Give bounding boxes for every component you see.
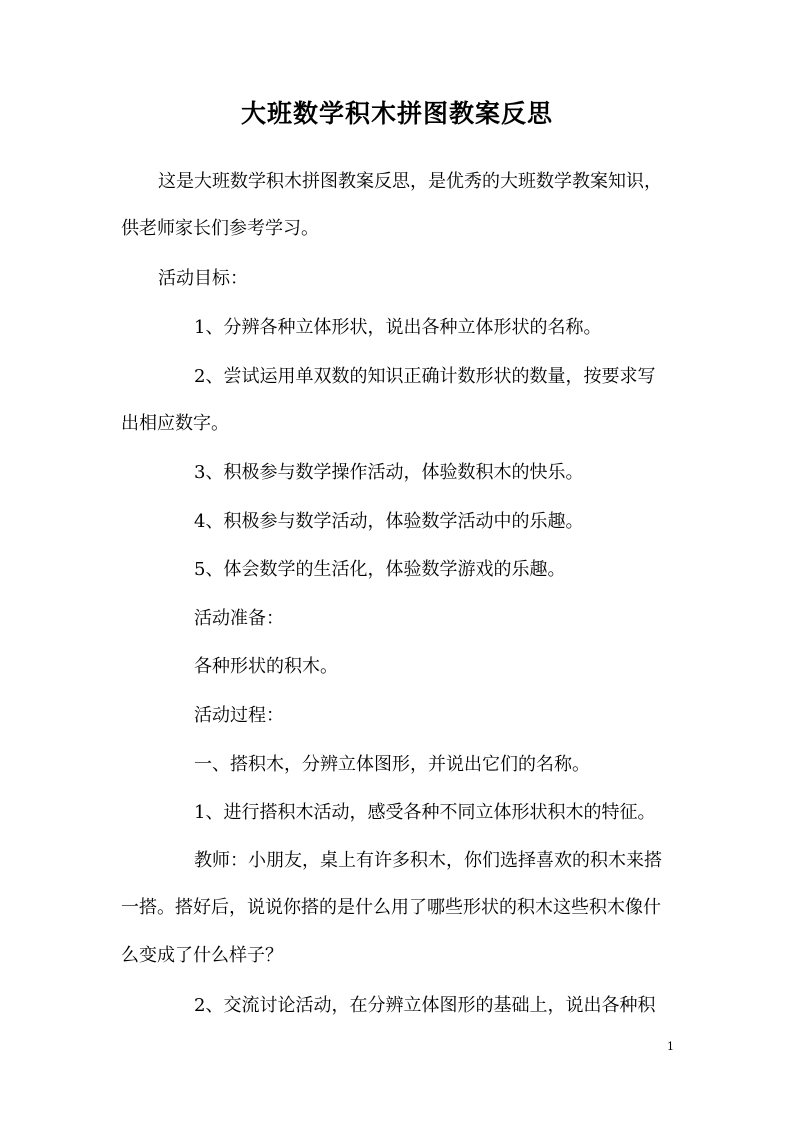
- section-heading: 活动目标：: [158, 268, 248, 289]
- list-item: 3、积极参与数学操作活动，体验数积木的快乐。: [194, 462, 584, 483]
- list-item: 2、交流讨论活动，在分辨立体图形的基础上，说出各种积: [194, 995, 656, 1016]
- list-item: 1、进行搭积木活动，感受各种不同立体形状积木的特征。: [194, 802, 656, 823]
- section-heading: 活动准备：: [194, 608, 284, 629]
- document-title: 大班数学积木拼图教案反思: [240, 99, 553, 128]
- paragraph-line: 一、搭积木，分辨立体图形，并说出它们的名称。: [194, 754, 590, 775]
- list-item: 2、尝试运用单双数的知识正确计数形状的数量，按要求写: [194, 366, 656, 387]
- paragraph-line: 各种形状的积木。: [194, 656, 338, 677]
- paragraph-line: 这是大班数学积木拼图教案反思，是优秀的大班数学教案知识，: [158, 171, 662, 192]
- paragraph-line: 教师：小朋友，桌上有许多积木，你们选择喜欢的积木来搭: [194, 850, 662, 871]
- list-item: 4、积极参与数学活动，体验数学活动中的乐趣。: [194, 511, 584, 532]
- section-heading: 活动过程：: [194, 705, 284, 726]
- list-item: 5、体会数学的生活化，体验数学游戏的乐趣。: [194, 559, 566, 580]
- paragraph-line: 供老师家长们参考学习。: [121, 218, 319, 239]
- page-number: 1: [667, 1040, 674, 1053]
- paragraph-line: 出相应数字。: [121, 413, 229, 434]
- list-item: 1、分辨各种立体形状，说出各种立体形状的名称。: [194, 317, 602, 338]
- paragraph-line: 么变成了什么样子？: [121, 945, 283, 966]
- paragraph-line: 一搭。搭好后，说说你搭的是什么用了哪些形状的积木这些积木像什: [121, 897, 661, 918]
